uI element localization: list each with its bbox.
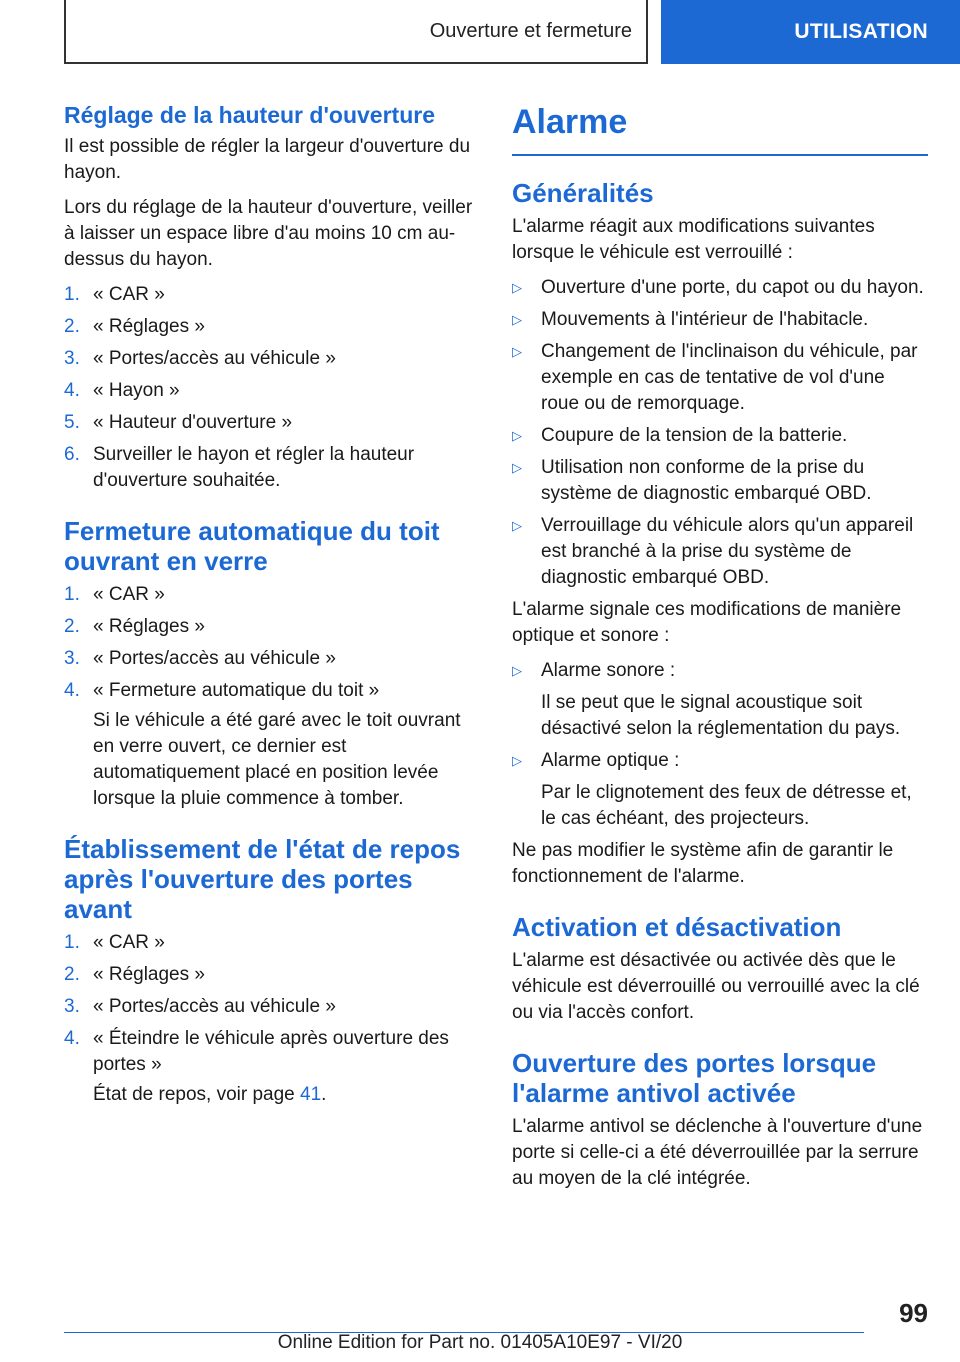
step-text: « Réglages » [93, 316, 205, 337]
step-text: « Hauteur d'ouverture » [93, 412, 293, 433]
heading-auto-roof-close: Fermeture automatique du toit ouvrant en verre [64, 516, 440, 576]
list-item [512, 513, 928, 591]
alarm-types-list [512, 658, 928, 684]
chapter-title-alarm: Alarme [512, 103, 628, 141]
triangle-bullet-icon: ▷ [512, 518, 522, 533]
item-text: Coupure de la tension de la batterie. [541, 425, 848, 446]
step-text: Surveiller le hayon et régler la hauteur d'ouverture souhaitée. [93, 444, 415, 491]
paragraph: L'alarme réagit aux modifications suivantes lorsque le véhicule est verrouillé : [512, 216, 875, 263]
step-number: 6. [64, 444, 80, 465]
step-number: 4. [64, 680, 80, 701]
heading-general: Généralités [512, 178, 654, 208]
paragraph: L'alarme est désactivée ou activée dès que le véhicule est déverrouillé ou verrouillé avec la clé ou via l'accès confort. [512, 950, 920, 1023]
paragraph: Lors du réglage de la hauteur d'ouverture, veiller à laisser un espace libre d'au moins 10 cm au-dessus du hayon. [64, 197, 473, 270]
step-text: « CAR » [93, 584, 165, 605]
list-item [64, 678, 474, 704]
steps-list-1 [64, 282, 474, 494]
heading-opening-height: Réglage de la hauteur d'ouverture [64, 102, 435, 128]
item-text: Verrouillage du véhicule alors qu'un appareil est branché à la prise du système de diagnostic embarqué OBD. [541, 515, 914, 588]
triangle-bullet-icon: ▷ [512, 312, 522, 327]
list-item [64, 962, 474, 988]
step-text: « Réglages » [93, 964, 205, 985]
step-text: « Fermeture automatique du toit » [93, 680, 380, 701]
triangle-bullet-icon: ▷ [512, 460, 522, 475]
step-note: Si le véhicule a été garé avec le toit ouvrant en verre ouvert, ce dernier est automatiquement placé en position levée lorsque la pluie commence à tomber. [93, 710, 461, 809]
list-item [64, 410, 474, 436]
page-number: 99 [899, 1298, 928, 1328]
step-number: 2. [64, 964, 80, 985]
step-text: « Réglages » [93, 616, 205, 637]
item-description: Par le clignotement des feux de détresse et, le cas échéant, des projecteurs. [541, 782, 912, 829]
list-item [64, 314, 474, 340]
steps-list-3 [64, 930, 474, 1078]
left-column [64, 100, 474, 1114]
page-reference [93, 1082, 474, 1108]
triangle-bullet-icon: ▷ [512, 663, 522, 678]
step-number: 5. [64, 412, 80, 433]
step-number: 2. [64, 616, 80, 637]
header-section-box [64, 0, 648, 64]
list-item [512, 275, 928, 301]
step-number: 3. [64, 996, 80, 1017]
page-link[interactable]: 41 [300, 1084, 322, 1105]
list-item [512, 748, 928, 774]
header-tab[interactable] [661, 0, 960, 64]
list-item [64, 442, 474, 494]
item-text: Mouvements à l'intérieur de l'habitacle. [541, 309, 869, 330]
item-text: Alarme sonore : [541, 660, 676, 681]
step-text: « Portes/accès au véhicule » [93, 348, 336, 369]
step-text: « Portes/accès au véhicule » [93, 648, 336, 669]
paragraph: Il est possible de régler la largeur d'ouverture du hayon. [64, 136, 471, 183]
triangle-bullet-icon: ▷ [512, 344, 522, 359]
item-text: Changement de l'inclinaison du véhicule, par exemple en cas de tentative de vol d'une roue ou de remorquage. [541, 341, 918, 414]
heading-activation: Activation et désactivation [512, 912, 842, 942]
triangle-bullet-icon: ▷ [512, 428, 522, 443]
triggers-list [512, 275, 928, 591]
item-text: Utilisation non conforme de la prise du système de diagnostic embarqué OBD. [541, 457, 872, 504]
list-item [64, 646, 474, 672]
list-item [64, 1026, 474, 1078]
paragraph: L'alarme signale ces modifications de manière optique et sonore : [512, 599, 902, 646]
heading-doors-opening: Ouverture des portes lorsque l'alarme antivol activée [512, 1048, 877, 1108]
step-number: 1. [64, 284, 80, 305]
step-text: « Portes/accès au véhicule » [93, 996, 336, 1017]
item-text: Alarme optique : [541, 750, 680, 771]
step-number: 2. [64, 316, 80, 337]
list-item [64, 582, 474, 608]
step-number: 3. [64, 648, 80, 669]
step-number: 3. [64, 348, 80, 369]
heading-rest-state: Établissement de l'état de repos après l'ouverture des portes avant [64, 834, 461, 924]
list-item [512, 658, 928, 684]
item-description: Il se peut que le signal acoustique soit désactivé selon la réglementation du pays. [541, 692, 901, 739]
paragraph: L'alarme antivol se déclenche à l'ouverture d'une porte si celle-ci a été déverrouillée par la serrure au moyen de la clé intégrée. [512, 1116, 923, 1189]
reference-text: État de repos, voir page [93, 1084, 295, 1105]
footer-edition: Online Edition for Part no. 01405A10E97 - VI/20 [277, 1332, 683, 1353]
list-item [64, 282, 474, 308]
triangle-bullet-icon: ▷ [512, 753, 522, 768]
step-text: « CAR » [93, 932, 165, 953]
chapter-divider [512, 154, 928, 156]
triangle-bullet-icon: ▷ [512, 280, 522, 295]
list-item [512, 339, 928, 417]
steps-list-2 [64, 582, 474, 704]
list-item [512, 455, 928, 507]
list-item [64, 930, 474, 956]
step-number: 1. [64, 932, 80, 953]
step-number: 1. [64, 584, 80, 605]
reference-end: . [321, 1084, 327, 1105]
list-item [64, 994, 474, 1020]
list-item [64, 614, 474, 640]
step-number: 4. [64, 1028, 80, 1049]
step-text: « Hayon » [93, 380, 180, 401]
step-text: « CAR » [93, 284, 165, 305]
list-item [64, 346, 474, 372]
step-number: 4. [64, 380, 80, 401]
step-text: « Éteindre le véhicule après ouverture des portes » [93, 1028, 449, 1075]
header-section-title: Ouverture et fermeture [429, 19, 632, 42]
alarm-types-list-2 [512, 748, 928, 774]
list-item [512, 423, 928, 449]
paragraph: Ne pas modifier le système afin de garantir le fonctionnement de l'alarme. [512, 840, 894, 887]
list-item [64, 378, 474, 404]
list-item [512, 307, 928, 333]
header-tab-label: UTILISATION [794, 20, 928, 43]
item-text: Ouverture d'une porte, du capot ou du hayon. [541, 277, 924, 298]
right-column [512, 100, 928, 1201]
